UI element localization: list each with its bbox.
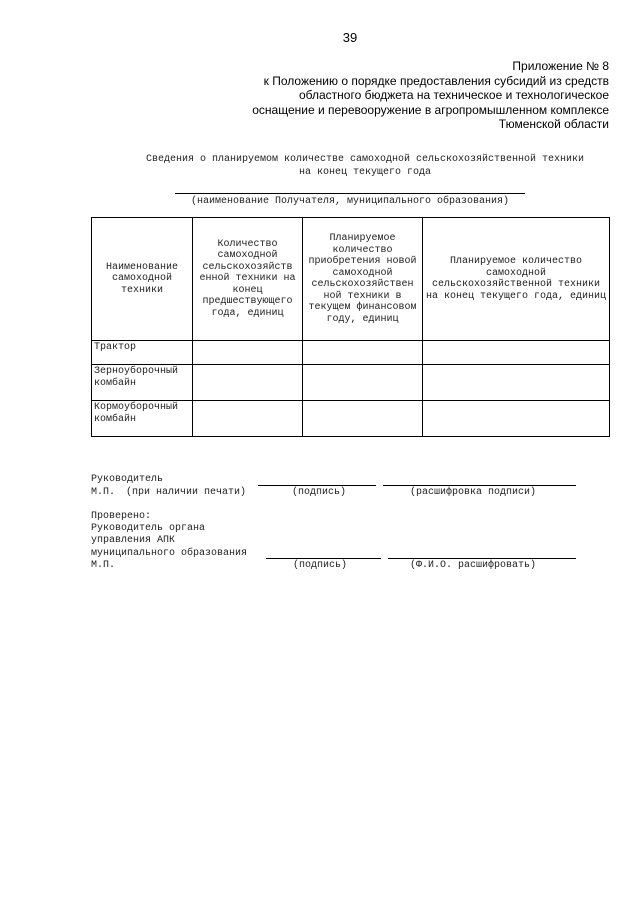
empty-cell xyxy=(423,341,610,365)
head-label: Руководитель xyxy=(91,474,164,485)
appendix-line: к Положению о порядке предоставления субсидий из средств xyxy=(263,73,609,88)
decode-line xyxy=(383,485,576,486)
table-header-row xyxy=(92,218,610,341)
empty-cell xyxy=(303,341,423,365)
header-cell: Планируемое количество приобретения новой самоходной сельскохозяйствен ной техники в текущем финансовом году, единиц xyxy=(303,218,423,341)
signature-caption: (подпись) xyxy=(293,560,348,571)
seal-note: (при наличии печати) xyxy=(126,487,247,498)
empty-cell xyxy=(193,341,303,365)
recipient-caption: (наименование Получателя, муниципального образования) xyxy=(190,196,510,207)
title-line: на конец текущего года xyxy=(298,167,432,178)
header-cell: Планируемое количество самоходной сельскохозяйственной техники на конец текущего года, единиц xyxy=(423,218,610,341)
signature-caption: (подпись) xyxy=(292,487,347,498)
row-name-cell: Трактор xyxy=(92,341,193,365)
decode-caption: (расшифровка подписи) xyxy=(410,487,537,498)
row-name-cell: Кормоуборочный комбайн xyxy=(92,401,193,437)
appendix-line: Тюменской области xyxy=(498,117,609,131)
table-row xyxy=(92,365,610,401)
signature-line xyxy=(266,558,381,559)
empty-cell xyxy=(423,401,610,437)
header-cell: Наименование самоходной техники xyxy=(92,218,193,341)
appendix-header xyxy=(252,59,609,132)
empty-cell xyxy=(423,365,610,401)
checked-label: Проверено: xyxy=(91,511,152,522)
empty-cell xyxy=(303,401,423,437)
empty-cell xyxy=(303,365,423,401)
document-title xyxy=(100,153,630,179)
empty-cell xyxy=(193,401,303,437)
appendix-line: оснащение и перевооружение в агропромышленном комплексе xyxy=(252,102,609,117)
table-row xyxy=(92,401,610,437)
appendix-line: областного бюджета на техническое и технологическое xyxy=(298,88,609,102)
page-number: 39 xyxy=(342,30,358,45)
agency-line: управления АПК xyxy=(91,535,176,546)
agency-line: Руководитель органа xyxy=(91,523,206,534)
empty-cell xyxy=(193,365,303,401)
mp-label: М.П. xyxy=(91,487,116,498)
title-line: Сведения о планируемом количестве самоходной сельскохозяйственной техники xyxy=(145,154,585,165)
table-row xyxy=(92,341,610,365)
fio-caption: (Ф.И.О. расшифровать) xyxy=(410,560,537,571)
machinery-table xyxy=(91,217,610,437)
signature-line xyxy=(258,485,376,486)
row-name-cell: Зерноуборочный комбайн xyxy=(92,365,193,401)
recipient-fill-line xyxy=(175,193,525,194)
fio-line xyxy=(388,558,576,559)
appendix-title: Приложение № 8 xyxy=(512,59,609,73)
mp-label: М.П. xyxy=(91,560,116,571)
agency-line: муниципального образования xyxy=(91,548,248,559)
header-cell: Количество самоходной сельскохозяйств енной техники на конец предшествующего года, единиц xyxy=(193,218,303,341)
